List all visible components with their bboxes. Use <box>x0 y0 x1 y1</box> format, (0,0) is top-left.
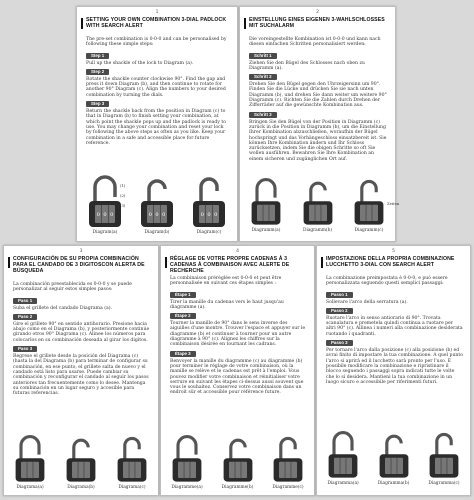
padlock-rotated-icon <box>270 436 306 484</box>
step-1-label: Passo 1 <box>326 292 353 298</box>
title-marker <box>244 18 246 29</box>
callout-1: (1) <box>120 183 126 188</box>
callout-2: (2) <box>120 193 126 198</box>
intro-text: La combinación preestablecida es 0-0-0 y se puede personalizar al seguir estos simples pasos: <box>13 282 132 293</box>
diagram-a <box>85 177 125 235</box>
step-3-text: Regrese el grillete desde la posición del Diagrama (c) (hasta la del Diagrama (b) para terminar de configurar su combinación, en ese punto, el grillete salta de nuevo y el candado está listo para usarse. Puede cambiar su combinación y reconfigurar el candado al seguir los pasos anteriores tan frecuentemente como lo desee. Mantenga su combinación en un lugar seguro y accesible para futuras referencias. <box>13 354 149 397</box>
padlock-open-icon <box>248 179 284 227</box>
padlock-rotated-icon <box>63 436 99 484</box>
diagram-a <box>169 436 205 490</box>
diagram-a-label: Diagramme(a) <box>171 485 203 490</box>
title-marker <box>81 18 83 29</box>
diagram-b-label: Diagrama(b) <box>67 485 95 490</box>
diagram-a <box>325 432 361 486</box>
step-2-text: Gire el grillete 90° en sentido antihorario. Presione hacia abajo como en el Diagrama (b), y posteriormente continúe girando otros 90° Diagrama (c). Alinee los números para colocarlos en su combinación deseada al girar los dígitos. <box>13 321 150 343</box>
step-2-label: Step 2 <box>86 69 109 75</box>
diagram-c <box>270 436 306 490</box>
svg-text:0: 0 <box>162 212 166 218</box>
padlock-rotated-icon <box>351 179 387 227</box>
panel-spanish <box>3 245 159 496</box>
panel-body <box>13 282 151 397</box>
step-1-text: Pull up the shackle of the lock to Diagram (a). <box>86 60 194 66</box>
title-marker <box>8 257 10 268</box>
intro-text: La combinazione preimpostata è 0-0-0, e può essere personalizzata seguendo questi semplici passaggi: <box>326 276 448 287</box>
padlock-rotated-icon <box>137 177 177 229</box>
page-number: 1 <box>155 10 159 15</box>
panel-body <box>326 276 463 386</box>
panel-title: RÉGLAGE DE VOTRE PROPRE CADENAS À 3 CADENAS À COMBINAISON AVEC ALERTE DE RECHERCHE <box>170 256 308 274</box>
svg-text:0: 0 <box>155 212 159 218</box>
step-2-text: Tourner la manille de 90° dans le sens inverse des aiguilles d'une montre. Trouver l'espace et appuyer sur le diagramme (b) et continuer à tourner pour un autre diagramme à 90° (c). Alignez les chiffres sur la combinaison désirée en tournant les cadrans. <box>170 321 306 348</box>
diagram-c <box>351 179 400 233</box>
diagram-b-label: Diagramm(b) <box>303 228 332 233</box>
svg-text:0: 0 <box>214 212 218 218</box>
step-3-label: Étape 3 <box>170 351 196 357</box>
diagram-a-label: Diagramm(a) <box>251 228 281 233</box>
diagram-b <box>63 436 99 490</box>
panel-italian <box>316 245 471 496</box>
intro-text: La combinaison préréglée est 0-0-0 et peut être personnalisée en suivant ces étapes simples : <box>170 276 282 287</box>
panel-title: IMPOSTAZIONE DELLA PROPRIA COMBINAZIONE LUCCHETTO 3-DIAL CON SEARCH ALERT <box>326 256 464 268</box>
svg-text:0: 0 <box>200 212 204 218</box>
panel-title: EINSTELLUNG EINES EIGENEN 3-WAHLSCHLOSSES MIT SUCHALARM <box>249 17 389 29</box>
diagram-b <box>300 179 336 233</box>
step-1-label: Step 1 <box>86 53 109 59</box>
callout-zeiten: Zeiten <box>387 201 400 206</box>
step-1-label: Paso 1 <box>13 298 37 304</box>
diagram-b-label: Diagramma(b) <box>377 481 410 486</box>
diagram-b <box>376 432 412 486</box>
page-number: 4 <box>236 249 239 254</box>
padlock-open-icon <box>12 436 48 484</box>
diagram-a <box>12 436 48 490</box>
step-3-label: Schritt 3 <box>249 112 277 118</box>
diagram-b-label: Diagramme(b) <box>221 485 254 490</box>
panel-french <box>160 245 315 496</box>
padlock-open-icon <box>85 177 125 229</box>
step-1-text: Suba el grillete del candado Diagrama (a). <box>13 305 112 311</box>
padlock-rotated-icon <box>114 436 150 484</box>
svg-text:0: 0 <box>148 212 152 218</box>
diagram-row <box>85 177 229 235</box>
title-marker <box>165 257 167 268</box>
panel-body <box>170 276 307 397</box>
step-2-text: Drehen Sie den Bügel gegen den Uhrzeigersinn um 90°. Finden Sie die Lücke und drücken Sie sie nach unten Diagramm (b), und drehen Sie dann weiter um weitere 90° Diagramm (c). Richten Sie die Zahlen durch Drehen der Zifferräder auf die gewünschte Kombination aus. <box>249 82 387 109</box>
step-3-label: Passo 3 <box>326 340 353 346</box>
diagram-a-label: Diagram(a) <box>92 230 118 235</box>
diagram-b <box>137 177 177 235</box>
diagram-c-label: Diagrama(c) <box>118 485 146 490</box>
diagram-c-label: Diagramm(c) <box>354 228 384 233</box>
step-1-text: Ziehen Sie den Bügel des Schlosses nach oben zu Diagramm (a). <box>249 60 365 71</box>
diagram-b-label: Diagram(b) <box>144 230 170 235</box>
step-3-label: Paso 3 <box>13 346 37 352</box>
panel-german <box>239 6 400 242</box>
diagram-row <box>248 179 400 233</box>
diagram-c-label: Diagramma(c) <box>428 481 460 486</box>
step-2-label: Schritt 2 <box>249 74 277 80</box>
padlock-rotated-icon <box>376 432 412 480</box>
step-2-label: Paso 2 <box>13 314 37 320</box>
diagram-c <box>426 432 462 486</box>
intro-text: Die voreingestellte Kombination ist 0-0-0 und kann nach diesen einfachen Schritten personalisiert werden: <box>249 37 381 48</box>
diagram-row <box>12 436 150 490</box>
page-number: 5 <box>392 249 395 254</box>
step-3-text: Per tornare l'arco dalla posizione (c) alla posizione (b) ed avrai finito di impostare la tua combinazione. A quel punto l'arco si aprirà ed il lucchetto sarà pronto per l'uso. È possibile modificare la combinazione e ripristinare il blocco seguendo i passaggi sopra indicati tutte le volte che lo si desidera. Mantieni la tua combinazione in un luogo sicuro e accessibile per riferimenti futuri. <box>326 348 464 385</box>
step-2-text: Ruotare l'arco in senso antiorario di 90°. Trovata scanalatura e premetela quindi continua a ruotare per altri 90° (c). Allinea i numeri alla combinazione desiderata ruotando i quadranti. <box>326 315 463 337</box>
step-2-label: Étape 2 <box>170 313 196 319</box>
step-3-text: Bringen Sie den Bügel von der Position in Diagramm (c) zurück in die Position in Diagramm (b), um die Einstellung Ihrer Kombination abzuschließen, woraufhin der Bügel hochspringt und das Vorhängeschloss einsatzbereit ist. Sie können Ihre Kombination ändern und Ihr Schloss zurücksetzen, indem Sie die obigen Schritte so oft Sie wollen ausführen. Bewahren Sie Ihre Kombination an einem sicheren und zugänglichen Ort auf. <box>249 119 387 162</box>
diagram-b <box>220 436 256 490</box>
step-1-label: Étape 1 <box>170 292 196 298</box>
step-2-label: Passo 2 <box>326 308 353 314</box>
diagram-a-label: Diagrama(a) <box>16 485 44 490</box>
diagram-row <box>325 432 462 486</box>
page-number: 3 <box>79 249 83 254</box>
step-2-text: Rotate the shackle counter clockwise 90°. Find the gap and press it down Diagram (b), and then continue to rotate for another 90° Diagram (c). Align the numbers to your desired combination by turning the dials. <box>86 76 226 98</box>
padlock-rotated-icon <box>300 179 336 227</box>
panel-title: SETTING YOUR OWN COMBINATION 3-DIAL PADLOCK WITH SEARCH ALERT <box>86 17 231 29</box>
diagram-c <box>114 436 150 490</box>
diagram-row <box>169 436 306 490</box>
padlock-rotated-icon <box>220 436 256 484</box>
panel-body <box>86 37 230 147</box>
diagram-c <box>189 177 229 235</box>
svg-text:0: 0 <box>96 212 100 218</box>
svg-text:0: 0 <box>110 212 114 218</box>
panel-title: CONFIGURACIÓN DE SU PROPIA COMBINACIÓN PARA EL CANDADO DE 3 DIGITOSCON ALERTA DE BÚSQUEDA <box>13 256 152 274</box>
step-3-label: Step 3 <box>86 101 109 107</box>
step-3-text: Renvoyer la manille du diagramme (c) au diagramme (b) pour terminer le réglage de votre combinaison, où la manille se relève et le cadenas est prêt à l'emploi. Vous pouvez modifier votre combinaison et réinitialiser votre serrure en suivant les étapes ci-dessus aussi souvent que vous le souhaitez. Conservez votre combinaison dans un endroit sûr et accessible pour référence future. <box>170 358 304 396</box>
intro-text: The pre-set combination is 0-0-0 and can be personalised by following these simple steps: <box>86 37 227 48</box>
diagram-a <box>248 179 284 233</box>
panel-body <box>249 37 388 163</box>
diagram-a-label: Diagramma(a) <box>327 481 359 486</box>
diagram-c-label: Diagramme(c) <box>272 485 304 490</box>
padlock-open-icon <box>325 432 361 480</box>
callout-3: (3) <box>120 203 126 208</box>
diagram-c-label: Diagram(c) <box>196 230 222 235</box>
step-3-text: Return the shackle back from the position in Diagram (c) to that in Diagram (b) to finish setting your combination, at which point the shackle pops up and the padlock is ready to use. You may change your combination and reset your lock by following the above steps as often as you like. Keep your combination in a safe and accessible place for future reference. <box>86 109 226 146</box>
step-1-text: Tirer la manille du cadenas vers le haut jusqu'au diagramme (a). <box>170 299 284 310</box>
padlock-rotated-icon <box>189 177 229 229</box>
title-marker <box>321 257 323 268</box>
padlock-rotated-icon <box>426 432 462 480</box>
page-number: 2 <box>316 10 319 15</box>
svg-text:0: 0 <box>207 212 211 218</box>
step-1-text: Sollevare l'arco della serratura (a). <box>326 299 408 305</box>
panel-english <box>76 6 238 242</box>
step-1-label: Schritt 1 <box>249 53 277 59</box>
padlock-open-icon <box>169 436 205 484</box>
svg-text:0: 0 <box>103 212 107 218</box>
